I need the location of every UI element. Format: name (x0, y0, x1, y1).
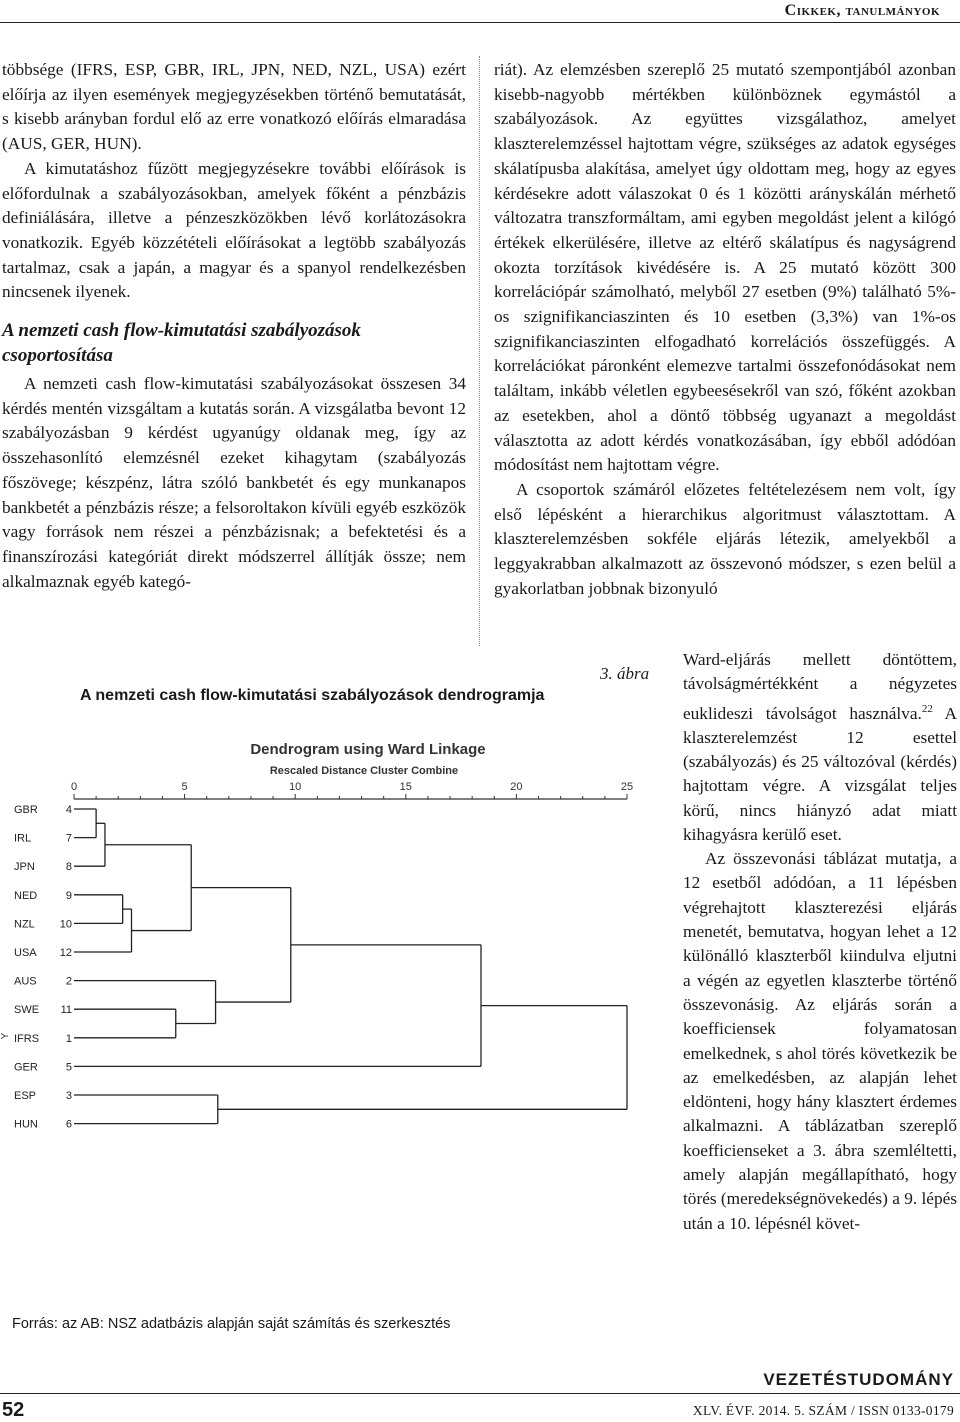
figure-title: A nemzeti cash flow-kimutatási szabályozások dendrogramja (80, 687, 545, 704)
text-run: Ward-eljárás mellett döntöttem, távolságmértékként a négyzetes euklideszi távolságot használva. (683, 650, 957, 723)
leaf-number: 5 (65, 1061, 72, 1074)
leaf-number: 12 (59, 947, 72, 959)
figure-source: Forrás: az AB: NSZ adatbázis alapján saját számítás és szerkesztés (12, 1316, 451, 1332)
left-paragraph-3: A nemzeti cash flow-kimutatási szabályozásokat összesen 34 kérdés mentén vizsgáltam a kutatás során. A vizsgálatba bevont 12 szabályozásban 9 kérdést ugyanúgy oldanak meg, így az összehasonlító elemzésnél ezeket kihagytam (szabályozás főszövege; készpénz, látra szóló bankbetét és egy munkanapos bankbetét a pénzbázis része; a felsoroltakon kívüli egyéb eszközök vagy források nem részei a pénzbázisnak; a befektetési és a finanszírozási kategóriát direkt módszerrel állítják össze; nem alkalmaznak egyéb kategó- (2, 374, 466, 591)
leaf-label: GER (14, 1061, 38, 1074)
leaf-label: NZL (14, 918, 35, 931)
leaf-number: 9 (65, 889, 72, 902)
leaf-label: ESP (14, 1090, 37, 1102)
leaf-number: 6 (65, 1118, 72, 1131)
leaf-label: USA (14, 947, 37, 959)
leaf-number: 1 (65, 1032, 72, 1045)
leaf-label: GBR (14, 804, 38, 816)
leaf-number: 11 (60, 1004, 72, 1017)
leaf-label: JPN (14, 861, 35, 874)
leaf-label: AUS (14, 975, 37, 988)
figure-number: 3. ábra (600, 664, 650, 683)
leaf-label: IRL (14, 832, 32, 845)
x-tick-label: 25 (620, 781, 634, 793)
figure-background (0, 724, 676, 1302)
leaf-number: 4 (65, 804, 72, 816)
right-column (494, 58, 956, 601)
footer-rule (0, 1393, 960, 1394)
y-axis-label: Y (0, 1032, 11, 1040)
right-paragraph-3: Az összevonási táblázat mutatja, a 12 esetből adódóan, a 11 lépésben végrehajtott klaszterezési eljárás menetét, bemutatva, hogyan lehet a 12 különálló klaszterből kiindulva eljutni a végén az egyetlen klaszterbe történő összevonásig. Az eljárás során a koefficiensek folyamatosan emelkednek, s ahol törés következik be az emelkedésben, az alapján lehet eldönteni, hogy hány klasztert érdemes alkalmazni. A táblázatban szereplő koefficienseket a 3. ábra szemléltetti, amely alapján megállapítható, hogy törés (meredekségnövekedés) a 9. lépés után a 10. lépésnél követ- (683, 849, 957, 1233)
leaf-number: 2 (65, 975, 72, 988)
header-rule (0, 22, 960, 23)
leaf-label: IFRS (14, 1032, 40, 1045)
dendrogram-figure (0, 724, 676, 1302)
section-heading: A nemzeti cash flow-kimutatási szabályozások csoportosítása (2, 320, 361, 367)
leaf-label: NED (14, 889, 38, 902)
footnote-ref: 22 (921, 702, 933, 715)
leaf-number: 7 (65, 832, 72, 845)
chart-subtitle: Rescaled Distance Cluster Combine (269, 765, 459, 777)
right-column-lower (683, 648, 957, 1236)
journal-name: VEZETÉSTUDOMÁNY (763, 1370, 954, 1389)
left-paragraph-2: A kimutatáshoz fűzött megjegyzésekre további előírások is előfordulnak a szabályozásokban, amelyek főként a pénzbázis definiálására, illetve a pénzeszközökben lévő korlátozásokra vonatkozik. Egyéb közzétételi előírásokat a legtöbb szabályozás tartalmaz, csak a japán, a magyar és a spanyol rendelkezésben nincsenek ilyenek. (2, 158, 466, 302)
issue-info: XLV. ÉVF. 2014. 5. SZÁM / ISSN 0133-0179 (692, 1403, 954, 1418)
running-header: Cikkek, tanulmányok (784, 2, 940, 19)
x-tick-label: 0 (70, 781, 78, 793)
leaf-label: HUN (14, 1118, 38, 1131)
left-paragraph-1: többsége (IFRS, ESP, GBR, IRL, JPN, NED, NZL, USA) ezért előírja az ilyen események megjegyzésekben történő bemutatását, s kisebb arányban fordul elő az erre vonatkozó előírás elmaradása (AUS, GER, HUN). (2, 60, 466, 154)
x-tick-label: 15 (399, 781, 412, 793)
leaf-number: 3 (65, 1090, 72, 1102)
x-tick-label: 20 (510, 781, 523, 793)
left-column (2, 58, 466, 594)
x-tick-label: 5 (181, 781, 188, 793)
leaf-number: 8 (65, 861, 72, 874)
column-divider (479, 56, 480, 646)
right-paragraph-2-cont (683, 648, 957, 847)
leaf-number: 10 (59, 918, 72, 931)
x-tick-label: 10 (289, 781, 302, 793)
right-paragraph-1: riát). Az elemzésben szereplő 25 mutató szempontjából azonban kisebb-nagyobb mértékben különböznek egymástól a szabályozások. Az együttes vizsgálathoz, amelyet klaszterelemzéssel hajtottam végre, szükséges az adatok egységes skálatípusba alakítása, amelyet úgy oldottam meg, hogy az egyes kérdésekre adott válaszokat 0 és 1 közötti arányskálán mérhető változatra transzformáltam, ami egyben megoldást jelent a kilógó értékek elkerülésére, illetve az eltérő skálatípus és nagyságrend okozta torzítások kivédésére is. A 25 mutató között 300 korrelációpár számolható, melyből 27 esetben (9%) található 5%-os szignifikanciaszinten és 10 esetben (3,3%) van 1%-os szignifikanciaszinten elfogadható korrelációs összefüggés. A korrelációkat páronként elemezve tartalmi összefonódásokat nem találtam, inkább véletlen egybeesésekről van szó, főként azokban az esetekben, ahol a döntő többség ugyanazt a megoldást választotta az adott kérdés vonatkozásában, így ebből adódóan módosítást nem hajtottam végre. (494, 60, 956, 475)
text-run: A klaszterelemzést 12 esettel (szabályozás) és 25 változóval (kérdés) hajtottam végre. A vizsgálat teljes körű, nincs hiányzó adat miatt kihagyásra kerülő eset. (683, 703, 957, 844)
page-number: 52 (2, 1399, 25, 1421)
leaf-label: SWE (14, 1004, 40, 1017)
chart-title: Dendrogram using Ward Linkage (250, 741, 486, 758)
right-paragraph-2: A csoportok számáról előzetes feltételezésem nem volt, így első lépésként a hierarchikus algoritmust választottam. A klaszterelemzésben sokféle eljárás létezik, amelyekből a leggyakrabban alkalmazott az összevonó módszer, s ezen belül a gyakorlatban jobbnak bizonyuló (494, 479, 956, 598)
